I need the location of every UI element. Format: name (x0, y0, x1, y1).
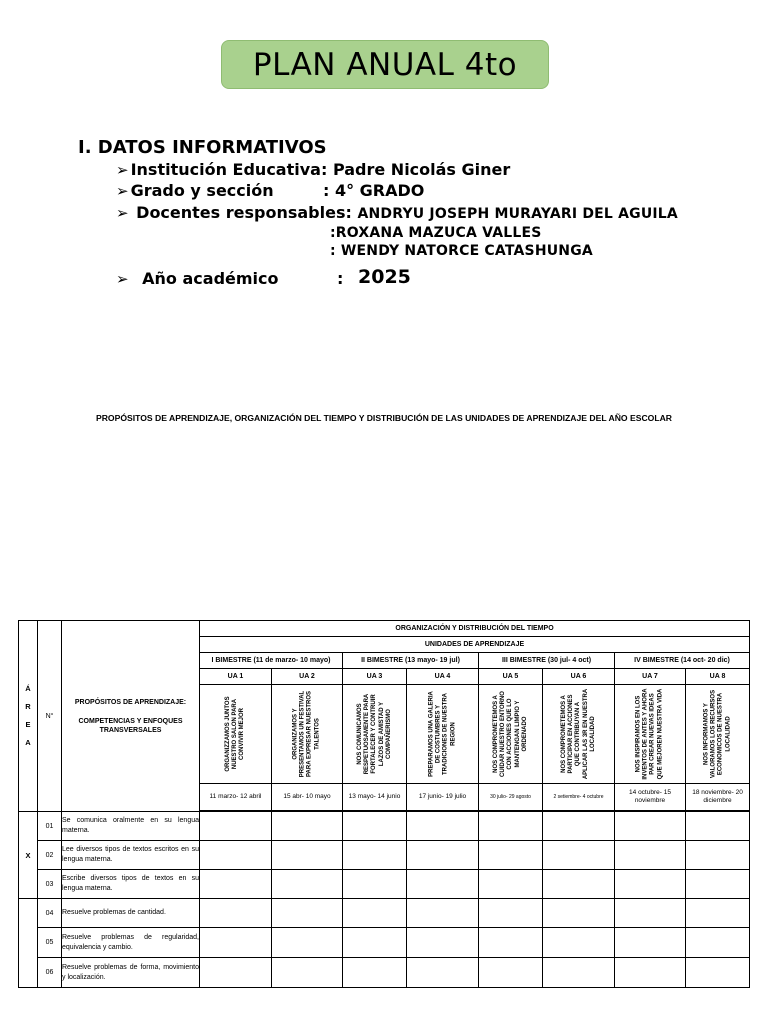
table-cell[interactable] (543, 899, 615, 928)
competency-text: Resuelve problemas de cantidad. (62, 899, 200, 928)
table-cell[interactable] (479, 841, 543, 870)
table-cell[interactable] (686, 870, 750, 899)
unit-dates: 30 julio- 29 agosto (479, 784, 543, 811)
institution-label: Institución Educativa: (130, 160, 328, 179)
unit-label: UA 2 (272, 669, 343, 685)
table-cell[interactable] (200, 841, 272, 870)
bimester-1: I BIMESTRE (11 de marzo- 10 mayo) (200, 653, 343, 669)
unit-label: UA 8 (686, 669, 750, 685)
table-cell[interactable] (686, 928, 750, 958)
table-cell[interactable] (479, 870, 543, 899)
teacher-1: ANDRYU JOSEPH MURAYARI DEL AGUILA (357, 206, 678, 222)
unit-title: PREPARAMOS UNA GALERIA DE COSTUMBRES Y TRADICIONES DE NUESTRA REGION (428, 691, 456, 777)
competency-number: 01 (38, 812, 62, 841)
number-header: N° (38, 621, 62, 812)
table-cell[interactable] (407, 841, 479, 870)
competency-number: 04 (38, 899, 62, 928)
table-cell[interactable] (615, 870, 686, 899)
table-cell[interactable] (407, 958, 479, 988)
purposes-header: PROPÓSITOS DE APRENDIZAJE: COMPETENCIAS Y ENFOQUES TRANSVERSALES (62, 621, 200, 812)
table-cell[interactable] (615, 841, 686, 870)
grade-label: Grado y sección (130, 181, 274, 200)
teachers-line (116, 203, 678, 222)
grade-value: : 4° GRADO (323, 181, 425, 200)
competency-number: 05 (38, 928, 62, 958)
table-cell[interactable] (272, 812, 343, 841)
arrow-bullet-icon: ➢ (116, 270, 129, 288)
table-cell[interactable] (615, 928, 686, 958)
unit-title-cell (200, 685, 272, 784)
table-cell[interactable] (407, 870, 479, 899)
table-cell[interactable] (407, 812, 479, 841)
year-line (116, 269, 279, 288)
teacher-3: : WENDY NATORCE CATASHUNGA (330, 243, 593, 259)
unit-title: NOS COMPROMETEMOS A CUIDAR NUESTRO ENTORNO CON ACCIONES QUE LO MANTENGAN LIMPIO Y ORDENADO (492, 691, 528, 777)
unit-label: UA 6 (543, 669, 615, 685)
institution-value: Padre Nicolás Giner (332, 160, 511, 179)
unit-title-cell (407, 685, 479, 784)
unit-title-cell (615, 685, 686, 784)
table-cell[interactable] (686, 899, 750, 928)
unit-label: UA 1 (200, 669, 272, 685)
bimester-2: II BIMESTRE (13 mayo- 19 jul) (343, 653, 479, 669)
unit-label: UA 5 (479, 669, 543, 685)
unit-title: NOS INSPIRAMOS EN LOS INVENTOS DE ANTES Y AHORA PAR CREAR NUEVAS IDEAS QUE MEJOREN NUESTRA VIDA (635, 688, 664, 780)
unit-title: NOS COMUNICAMOS RESPETUOSAMENTE PARA FORTALECER Y CONTRUIR LAZOS DE AMISTAD Y COMPAÑERISMO (356, 693, 392, 775)
organization-header: ORGANIZACIÓN Y DISTRIBUCIÓN DEL TIEMPO (200, 621, 750, 637)
competency-text: Escribe diversos tipos de textos en su lengua materna. (62, 870, 200, 899)
unit-title-cell (272, 685, 343, 784)
table-cell[interactable] (543, 841, 615, 870)
arrow-bullet-icon: ➢ (116, 161, 129, 179)
competency-number: 06 (38, 958, 62, 988)
unit-dates: 2 setiembre- 4 octubre (543, 784, 615, 811)
unit-title: ORGANIZZAMOS JUNTOS NUESTRO SALON PARA CONVIVIR MEJOR (224, 696, 246, 772)
table-cell[interactable] (615, 812, 686, 841)
unit-dates: 13 mayo- 14 junio (343, 784, 407, 811)
table-cell[interactable] (200, 928, 272, 958)
table-cell[interactable] (543, 870, 615, 899)
annual-plan-table (18, 620, 750, 988)
unit-title: NOS COMPROMETEMOS A PARTICIPAR EN ACCIONES QUE CONTRIBUYAN A APLICAR LAS 3R EN NUESTRA LOCALIDAD (560, 688, 596, 780)
table-cell[interactable] (615, 958, 686, 988)
document-title: PLAN ANUAL 4to (221, 40, 549, 89)
table-cell[interactable] (686, 841, 750, 870)
table-cell[interactable] (343, 870, 407, 899)
section-heading: I. DATOS INFORMATIVOS (78, 137, 327, 158)
institution-line (116, 160, 510, 179)
year-value: 2025 (358, 266, 411, 288)
table-cell[interactable] (272, 958, 343, 988)
table-cell[interactable] (343, 958, 407, 988)
table-cell[interactable] (543, 812, 615, 841)
unit-dates: 14 octubre- 15 noviembre (615, 784, 686, 811)
unit-dates: 18 noviembre- 20 diciembre (686, 784, 750, 811)
unit-dates: 17 junio- 19 julio (407, 784, 479, 811)
table-cell[interactable] (407, 928, 479, 958)
table-cell[interactable] (343, 841, 407, 870)
table-cell[interactable] (200, 958, 272, 988)
unit-title: ORGANIZAMOS Y PRESENTAMOS UN FESTIVAL PARA EXPRESAR NUESTROS TALENTOS (292, 690, 321, 778)
competency-number: 03 (38, 870, 62, 899)
unit-label: UA 3 (343, 669, 407, 685)
year-separator: : (337, 269, 344, 288)
unit-title: NOS INFORMAMOS Y VALORAMOS LOS RECURSOS ECONOMICOS DE NUESTRA LOCALIDAD (703, 689, 731, 779)
competency-text: Resuelve problemas de regularidad, equivalencia y cambio. (62, 928, 200, 958)
competency-text: Resuelve problemas de forma, movimiento y localización. (62, 958, 200, 988)
table-cell[interactable] (686, 958, 750, 988)
table-cell[interactable] (543, 928, 615, 958)
table-cell[interactable] (272, 841, 343, 870)
bimester-3: III BIMESTRE (30 jul- 4 oct) (479, 653, 615, 669)
table-cell[interactable] (479, 812, 543, 841)
table-cell[interactable] (407, 899, 479, 928)
table-cell[interactable] (479, 928, 543, 958)
table-cell[interactable] (200, 812, 272, 841)
unit-label: UA 7 (615, 669, 686, 685)
table-cell[interactable] (200, 899, 272, 928)
arrow-bullet-icon: ➢ (116, 182, 129, 200)
area-header: Á R E A (19, 621, 38, 812)
competency-text: Lee diversos tipos de textos escritos en su lengua materna. (62, 841, 200, 870)
competency-number: 02 (38, 841, 62, 870)
table-cell[interactable] (343, 812, 407, 841)
table-cell[interactable] (479, 899, 543, 928)
unit-title-cell (479, 685, 543, 784)
area-mark: X (19, 812, 38, 899)
year-label: Año académico (142, 269, 279, 288)
table-cell[interactable] (272, 928, 343, 958)
unit-title-cell (686, 685, 750, 784)
grade-line (116, 181, 274, 200)
unit-dates: 15 abr- 10 mayo (272, 784, 343, 811)
table-cell[interactable] (615, 899, 686, 928)
table-cell[interactable] (343, 928, 407, 958)
table-cell[interactable] (479, 958, 543, 988)
table-cell[interactable] (343, 899, 407, 928)
teacher-2: :ROXANA MAZUCA VALLES (330, 225, 542, 241)
purposes-title: PROPÓSITOS DE APRENDIZAJE, ORGANIZACIÓN DEL TIEMPO Y DISTRIBUCIÓN DE LAS UNIDADES DE APRENDIZAJE DEL AÑO ESCOLAR (95, 413, 672, 423)
bimester-4: IV BIMESTRE (14 oct- 20 dic) (615, 653, 750, 669)
table-cell[interactable] (686, 812, 750, 841)
unit-label: UA 4 (407, 669, 479, 685)
table-cell[interactable] (543, 958, 615, 988)
area-cell-empty (19, 899, 38, 988)
competency-text: Se comunica oralmente en su lengua materna. (62, 812, 200, 841)
arrow-bullet-icon: ➢ (116, 204, 129, 222)
unit-dates: 11 marzo- 12 abril (200, 784, 272, 811)
units-header: UNIDADES DE APRENDIZAJE (200, 637, 750, 653)
teachers-label: Docentes responsables: (136, 203, 352, 222)
table-cell[interactable] (200, 870, 272, 899)
table-cell[interactable] (272, 899, 343, 928)
unit-title-cell (543, 685, 615, 784)
table-cell[interactable] (272, 870, 343, 899)
unit-title-cell (343, 685, 407, 784)
